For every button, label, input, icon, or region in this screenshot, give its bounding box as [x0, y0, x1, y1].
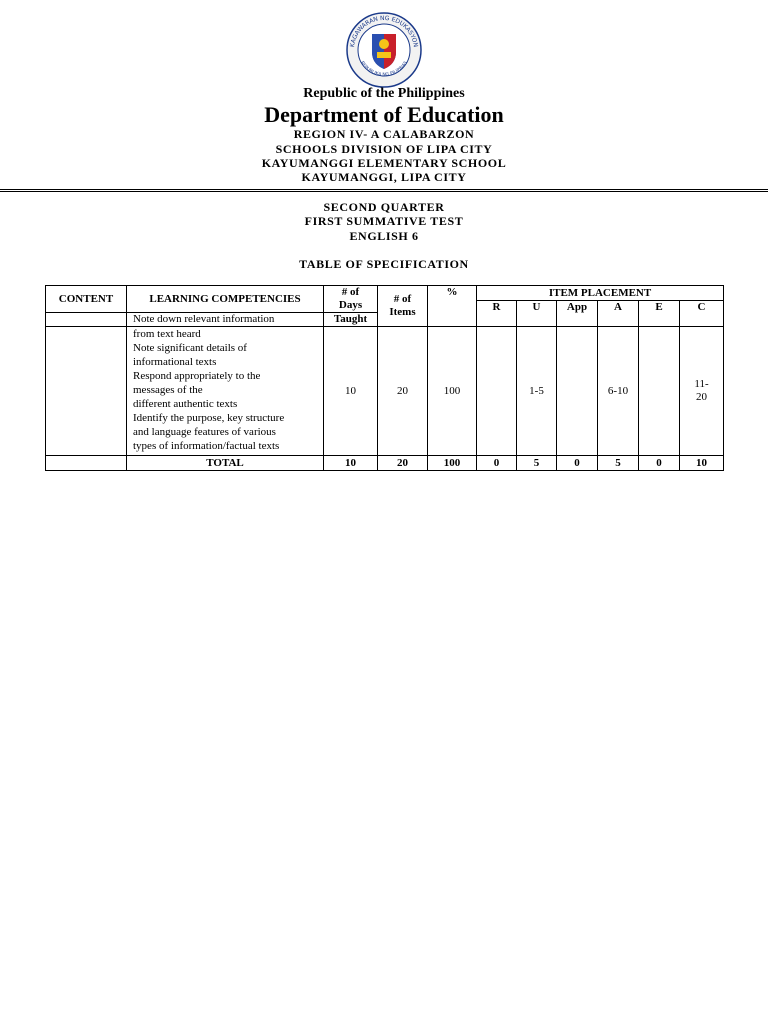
competency-line: Note significant details of: [133, 342, 247, 354]
competency-line: types of information/factual texts: [133, 440, 280, 452]
test-name-line: FIRST SUMMATIVE TEST: [304, 214, 464, 228]
col-items-header: [378, 286, 428, 327]
competency-line: different authentic texts: [133, 398, 238, 410]
division-line: SCHOOLS DIVISION OF LIPA CITY: [275, 142, 493, 156]
table-row: [46, 327, 724, 456]
competencies-cell: [127, 327, 324, 456]
content-cell: [46, 327, 127, 456]
days-header-line2: Days: [338, 299, 363, 311]
address-line: KAYUMANGGI, LIPA CITY: [301, 170, 467, 184]
app-value: [557, 327, 598, 456]
competency-line: Identify the purpose, key structure: [133, 412, 285, 424]
competency-line: Note down relevant information: [127, 313, 324, 327]
department-heading: Department of Education: [264, 102, 504, 127]
content-cell-top: [46, 313, 127, 327]
days-header-line3: Taught: [324, 313, 378, 327]
competency-line: and language features of various: [133, 426, 276, 438]
region-line: REGION IV- A CALABARZON: [293, 127, 475, 141]
total-label: TOTAL: [127, 456, 324, 471]
specification-table: [45, 285, 724, 471]
total-u: 5: [517, 456, 557, 471]
item-placement-header: ITEM PLACEMENT: [477, 286, 724, 301]
a-value: 6-10: [598, 327, 639, 456]
col-percent-header: %: [428, 286, 477, 327]
col-content-header: CONTENT: [46, 286, 127, 313]
competency-line: messages of the: [133, 384, 203, 396]
total-e: 0: [639, 456, 680, 471]
c-value-line2: 20: [696, 391, 708, 403]
items-header-line1: # of: [393, 293, 412, 305]
competency-line: informational texts: [133, 356, 217, 368]
competency-line: Respond appropriately to the: [133, 370, 261, 382]
col-u-header: U: [517, 301, 557, 327]
col-a-header: A: [598, 301, 639, 327]
col-days-header: [324, 286, 378, 313]
days-header-line1: # of: [341, 286, 360, 298]
total-percent: 100: [428, 456, 477, 471]
header-divider: [0, 189, 768, 192]
seal-text-bottom: REPUBLIKA NG PILIPINAS: [359, 60, 409, 78]
total-items: 20: [378, 456, 428, 471]
competency-line: from text heard: [133, 328, 201, 340]
e-value: [639, 327, 680, 456]
percent-value: 100: [428, 327, 477, 456]
items-value: 20: [378, 327, 428, 456]
col-app-header: App: [557, 301, 598, 327]
total-r: 0: [477, 456, 517, 471]
republic-heading: Republic of the Philippines: [303, 86, 465, 101]
c-value-line1: 11-: [694, 378, 709, 390]
items-header-line2: Items: [389, 306, 416, 318]
total-app: 0: [557, 456, 598, 471]
col-r-header: R: [477, 301, 517, 327]
total-row: [46, 456, 724, 471]
r-value: [477, 327, 517, 456]
total-c: 10: [680, 456, 724, 471]
deped-seal-logo: [346, 12, 422, 88]
days-value: 10: [324, 327, 378, 456]
col-competencies-header: LEARNING COMPETENCIES: [127, 286, 324, 313]
total-days: 10: [324, 456, 378, 471]
school-line: KAYUMANGGI ELEMENTARY SCHOOL: [261, 156, 507, 170]
total-content-cell: [46, 456, 127, 471]
total-a: 5: [598, 456, 639, 471]
header-row-1: [46, 286, 724, 301]
subject-line: ENGLISH 6: [349, 229, 419, 243]
c-value: [680, 327, 724, 456]
quarter-line: SECOND QUARTER: [323, 200, 445, 214]
u-value: 1-5: [517, 327, 557, 456]
col-c-header: C: [680, 301, 724, 327]
table-title: TABLE OF SPECIFICATION: [299, 257, 469, 271]
col-e-header: E: [639, 301, 680, 327]
seal-text-top: KAGAWARAN NG EDUKASYON: [349, 14, 419, 48]
